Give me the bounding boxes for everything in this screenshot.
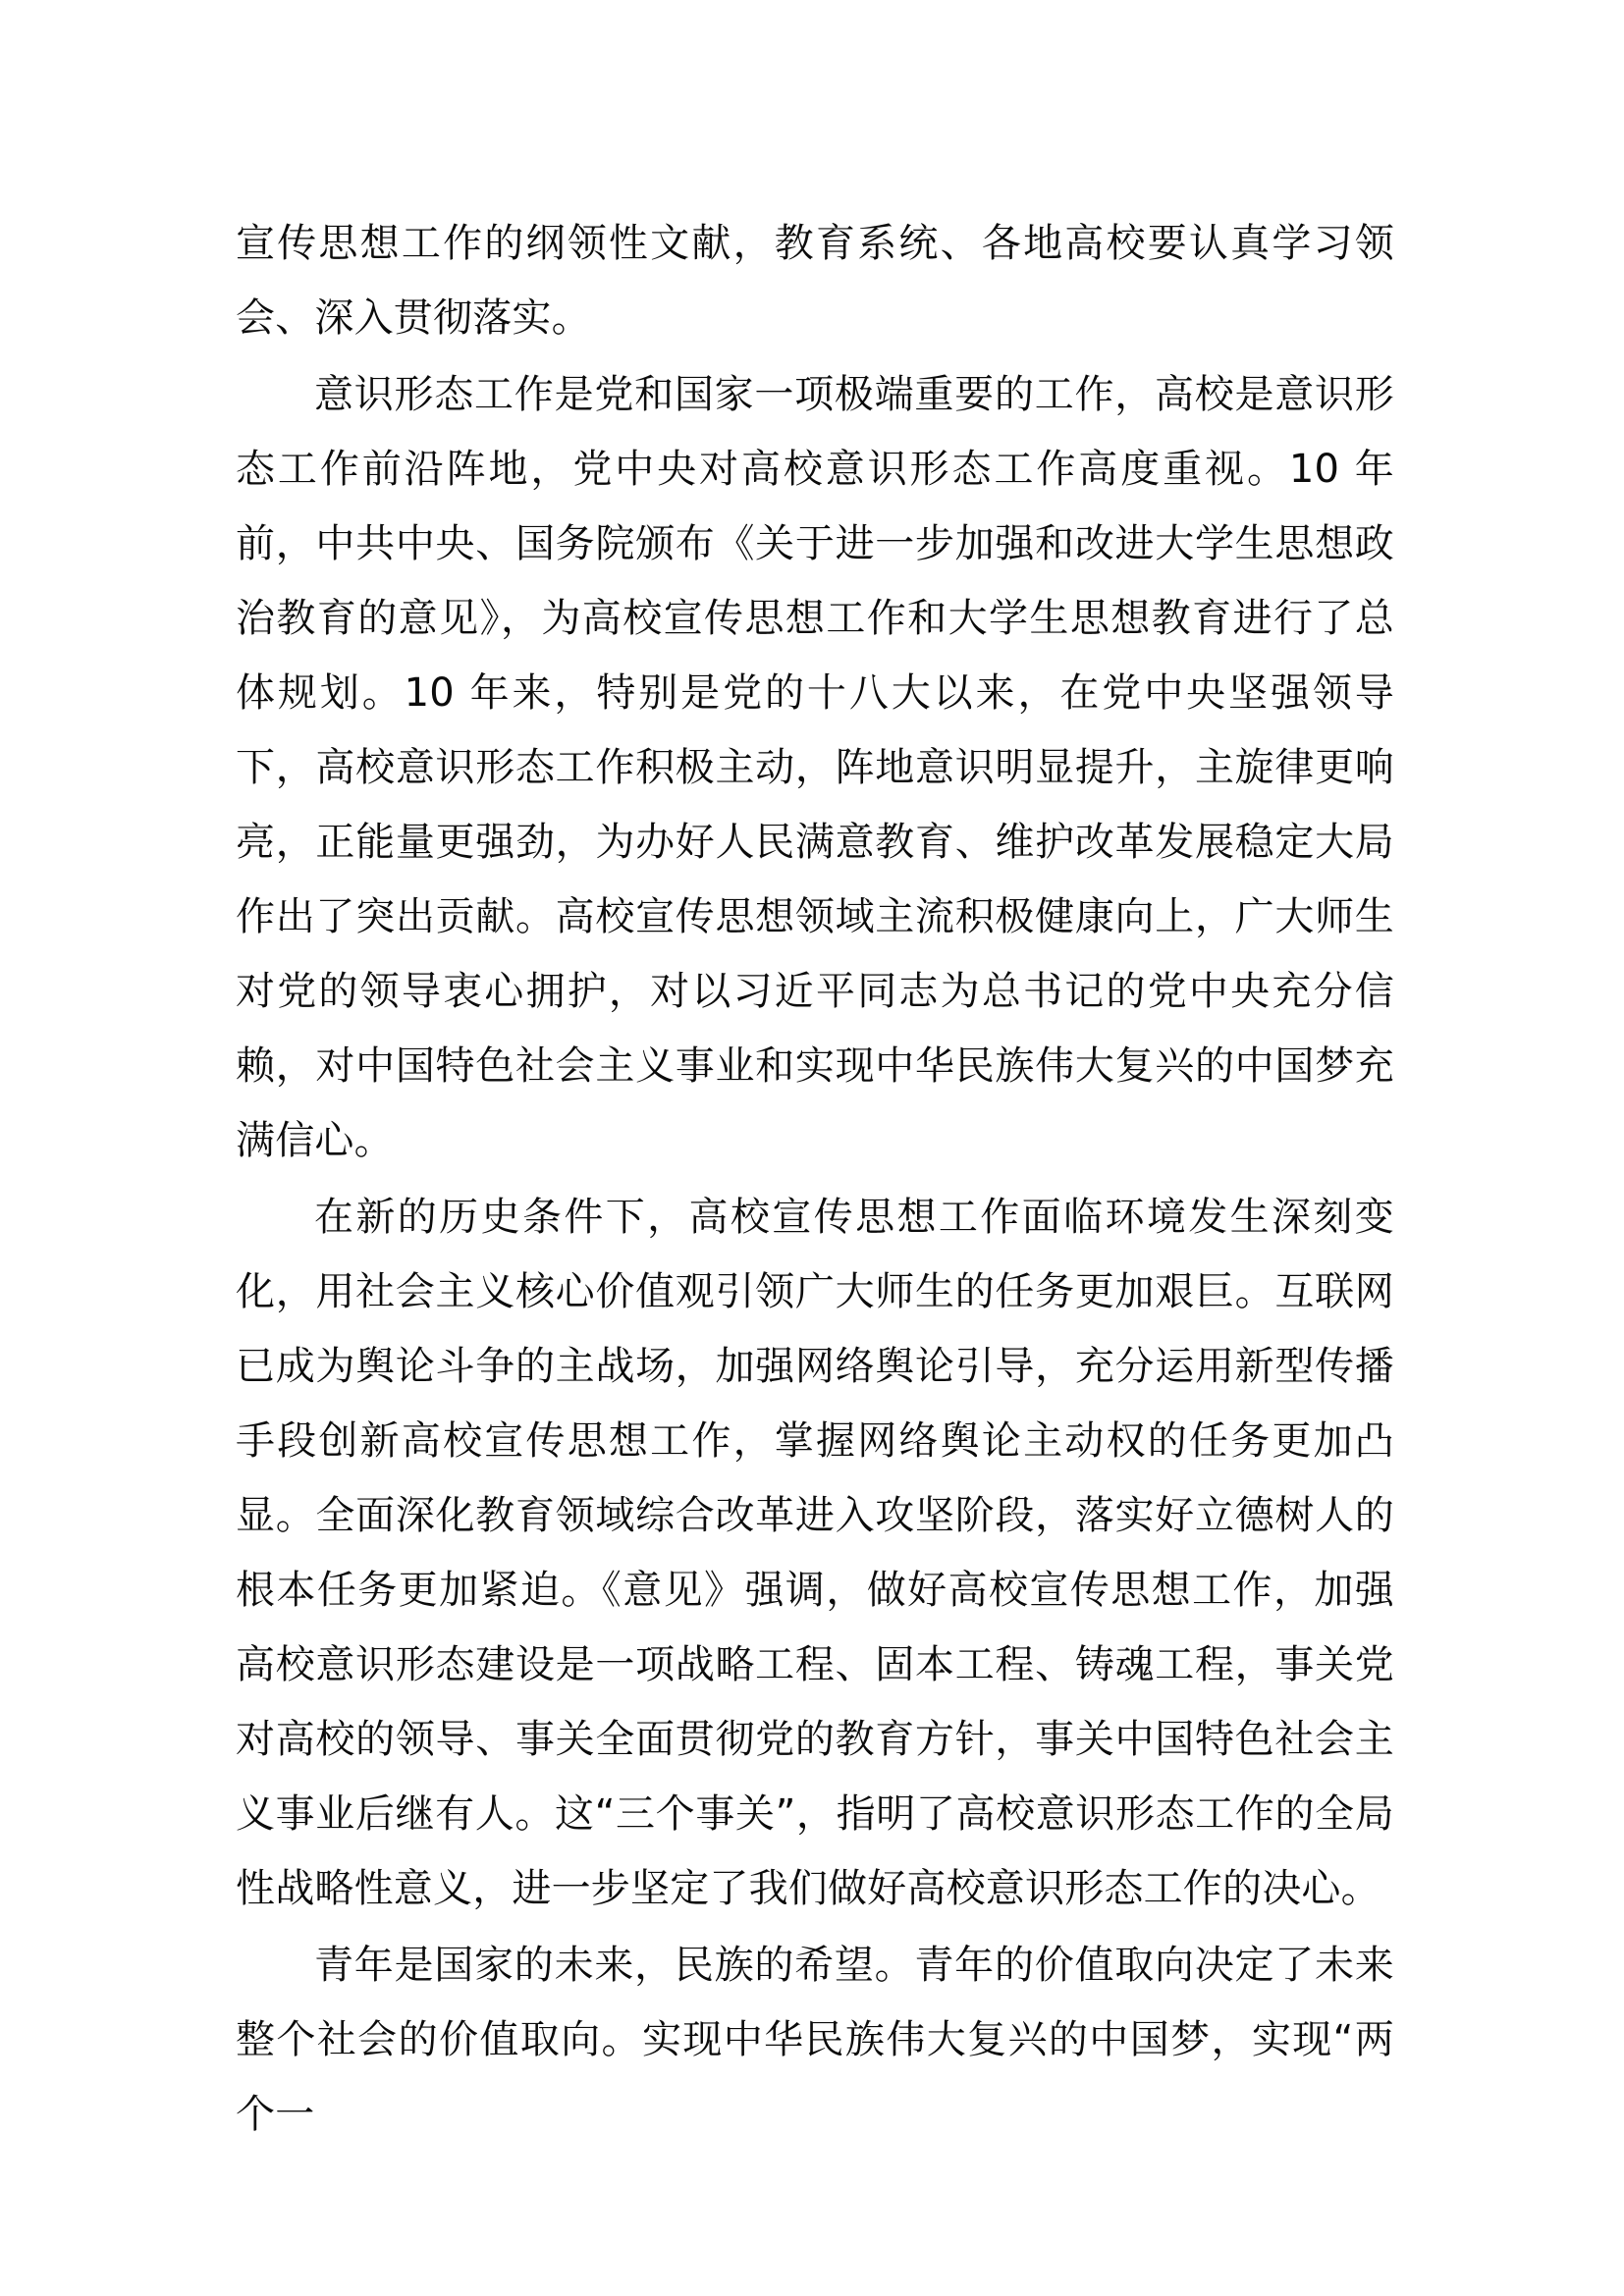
paragraph: 青年是国家的未来，民族的希望。青年的价值取向决定了未来整个社会的价值取向。实现中华民族伟大复兴的中国梦，实现“两个一 (236, 1943, 1394, 2137)
paragraph: 意识形态工作是党和国家一项极端重要的工作，高校是意识形态工作前沿阵地，党中央对高校意识形态工作高度重视。10 年前，中共中央、国务院颁布《关于进一步加强和改进大学生思想政治教育的意见》，为高校宣传思想工作和大学生思想教育进行了总体规划。10 年来，特别是党的十八大以来，在党中央坚强领导下，高校意识形态工作积极主动，阵地意识明显提升，主旋律更响亮，正能量更强劲，为办好人民满意教育、维护改革发展稳定大局作出了突出贡献。高校宣传思想领域主流积极健康向上，广大师生对党的领导衷心拥护，对以习近平同志为总书记的党中央充分信赖，对中国特色社会主义事业和实现中华民族伟大复兴的中国梦充满信心。 (236, 372, 1394, 1163)
paragraph: 在新的历史条件下，高校宣传思想工作面临环境发生深刻变化，用社会主义核心价值观引领广大师生的任务更加艰巨。互联网已成为舆论斗争的主战场，加强网络舆论引导，充分运用新型传播手段创新高校宣传思想工作，掌握网络舆论主动权的任务更加凸显。全面深化教育领域综合改革进入攻坚阶段，落实好立德树人的根本任务更加紧迫。《意见》强调，做好高校宣传思想工作，加强高校意识形态建设是一项战略工程、固本工程、铸魂工程，事关党对高校的领导、事关全面贯彻党的教育方针，事关中国特色社会主义事业后继有人。这“三个事关”，指明了高校意识形态工作的全局性战略性意义，进一步坚定了我们做好高校意识形态工作的决心。 (236, 1195, 1394, 1911)
document-text-body (236, 206, 1394, 2152)
paragraph: 宣传思想工作的纲领性文献，教育系统、各地高校要认真学习领会、深入贯彻落实。 (236, 221, 1394, 341)
